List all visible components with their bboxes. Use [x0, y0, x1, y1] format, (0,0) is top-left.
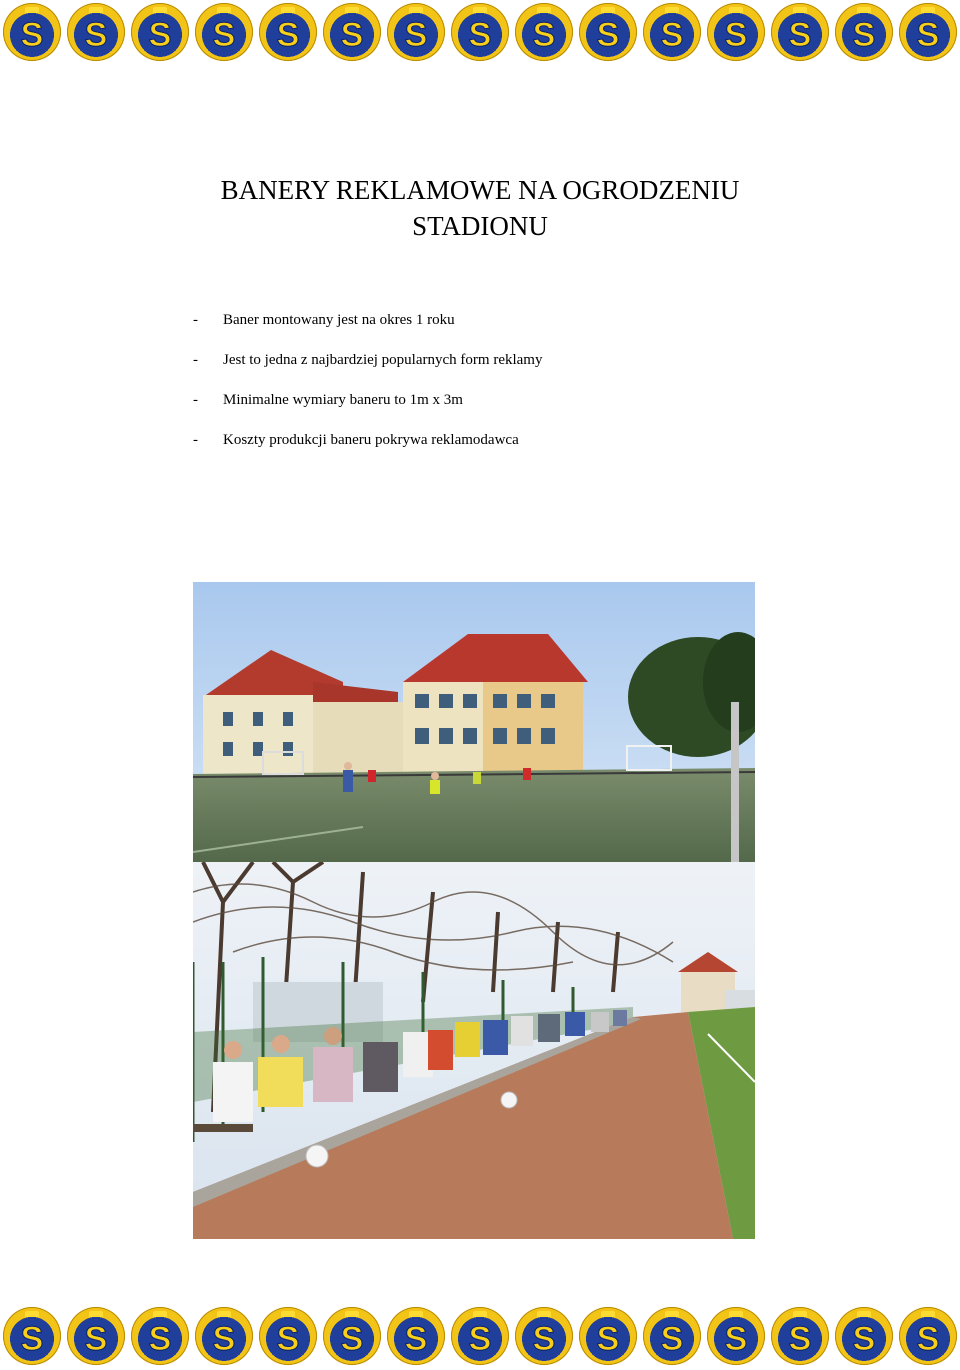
crest-letter: S	[468, 16, 492, 54]
crest-letter: S	[404, 1320, 428, 1358]
crest-letter: S	[596, 16, 620, 54]
crest-letter: S	[340, 16, 364, 54]
club-crest-icon	[707, 3, 765, 61]
crest-letter: S	[660, 1320, 684, 1358]
list-item: - Koszty produkcji baneru pokrywa reklamodawca	[193, 432, 519, 448]
crest-letter: S	[724, 16, 748, 54]
club-crest-icon	[131, 1307, 189, 1365]
club-crest-icon	[515, 3, 573, 61]
crest-letter: S	[84, 16, 108, 54]
club-crest-icon	[3, 3, 61, 61]
crest-letter: S	[148, 16, 172, 54]
crest-letter: S	[532, 16, 556, 54]
crest-letter: S	[788, 16, 812, 54]
club-crest-icon	[515, 1307, 573, 1365]
crest-letter: S	[20, 16, 44, 54]
crest-letter: S	[916, 1320, 940, 1358]
title-line-2: STADIONU	[412, 211, 548, 241]
page-title	[0, 172, 960, 244]
club-crest-icon	[67, 1307, 125, 1365]
club-crest-icon	[643, 3, 701, 61]
crest-letter: S	[84, 1320, 108, 1358]
club-crest-icon	[387, 1307, 445, 1365]
crest-letter: S	[468, 1320, 492, 1358]
crest-letter: S	[852, 1320, 876, 1358]
club-crest-icon	[579, 3, 637, 61]
club-crest-icon	[835, 3, 893, 61]
crest-letter: S	[724, 1320, 748, 1358]
crest-letter: S	[660, 16, 684, 54]
footer-logo-row	[0, 1304, 960, 1368]
club-crest-icon	[259, 3, 317, 61]
club-crest-icon	[771, 1307, 829, 1365]
crest-letter: S	[212, 1320, 236, 1358]
club-crest-icon	[387, 3, 445, 61]
club-crest-icon	[899, 3, 957, 61]
club-crest-icon	[899, 1307, 957, 1365]
club-crest-icon	[771, 3, 829, 61]
list-item: - Jest to jedna z najbardziej popularnych form reklamy	[193, 352, 543, 368]
crest-letter: S	[148, 1320, 172, 1358]
club-crest-icon	[451, 3, 509, 61]
spectators-track-photo	[193, 862, 755, 1239]
header-logo-row	[0, 0, 960, 64]
club-crest-icon	[323, 1307, 381, 1365]
club-crest-icon	[67, 3, 125, 61]
club-crest-icon	[707, 1307, 765, 1365]
club-crest-icon	[195, 3, 253, 61]
crest-letter: S	[852, 16, 876, 54]
crest-letter: S	[276, 1320, 300, 1358]
club-crest-icon	[643, 1307, 701, 1365]
crest-letter: S	[788, 1320, 812, 1358]
club-crest-icon	[131, 3, 189, 61]
crest-letter: S	[596, 1320, 620, 1358]
crest-letter: S	[20, 1320, 44, 1358]
list-item: - Minimalne wymiary baneru to 1m x 3m	[193, 392, 463, 408]
crest-letter: S	[916, 16, 940, 54]
crest-letter: S	[404, 16, 428, 54]
bullet-list	[193, 306, 542, 466]
club-crest-icon	[323, 3, 381, 61]
list-item: - Baner montowany jest na okres 1 roku	[193, 312, 455, 328]
club-crest-icon	[835, 1307, 893, 1365]
crest-letter: S	[276, 16, 300, 54]
crest-letter: S	[212, 16, 236, 54]
crest-letter: S	[340, 1320, 364, 1358]
title-line-1: BANERY REKLAMOWE NA OGRODZENIU	[220, 175, 740, 205]
club-crest-icon	[451, 1307, 509, 1365]
club-crest-icon	[3, 1307, 61, 1365]
crest-letter: S	[532, 1320, 556, 1358]
school-pitch-photo	[193, 582, 755, 862]
club-crest-icon	[579, 1307, 637, 1365]
club-crest-icon	[259, 1307, 317, 1365]
club-crest-icon	[195, 1307, 253, 1365]
